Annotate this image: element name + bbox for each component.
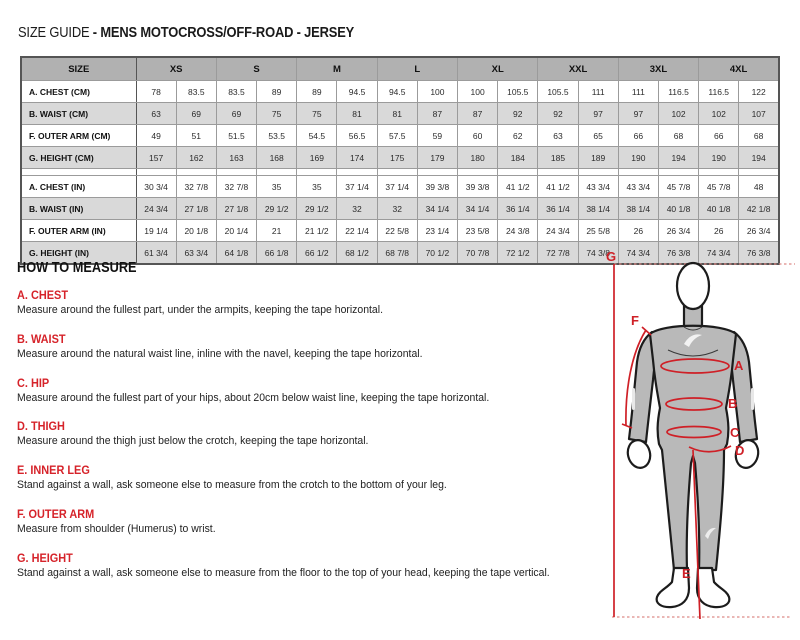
size-value-cell: 105.5: [538, 81, 578, 103]
size-header-xxl: XXL: [538, 57, 618, 81]
size-value-cell: 76 3/8: [739, 242, 779, 265]
table-row: [21, 198, 779, 220]
size-value-cell: 26: [699, 220, 739, 242]
size-value-cell: 75: [297, 103, 337, 125]
size-header-xs: XS: [136, 57, 216, 81]
size-value-cell: 22 5/8: [377, 220, 417, 242]
size-value-cell: 56.5: [337, 125, 377, 147]
size-value-cell: 175: [377, 147, 417, 169]
page-title-main: - MENS MOTOCROSS/OFF-ROAD - JERSEY: [92, 24, 355, 41]
size-value-cell: 26 3/4: [739, 220, 779, 242]
size-value-cell: 20 1/8: [176, 220, 216, 242]
size-value-cell: 63: [136, 103, 176, 125]
size-value-cell: 102: [699, 103, 739, 125]
table-spacer-row: [21, 169, 779, 176]
measure-text: Measure around the fullest part, under the armpits, keeping the tape horizontal.: [17, 304, 383, 316]
size-value-cell: 22 1/4: [337, 220, 377, 242]
size-value-cell: 43 3/4: [618, 176, 658, 198]
size-value-cell: 53.5: [257, 125, 297, 147]
size-value-cell: 116.5: [699, 81, 739, 103]
measure-text: Stand against a wall, ask someone else to measure from the floor to the top of your head, keeping the tape vertical.: [17, 566, 550, 579]
size-value-cell: 69: [216, 103, 256, 125]
size-value-cell: 29 1/2: [297, 198, 337, 220]
size-value-cell: 32: [377, 198, 417, 220]
size-value-cell: 89: [297, 81, 337, 103]
size-value-cell: 59: [417, 125, 457, 147]
table-row: [21, 220, 779, 242]
table-row: [21, 147, 779, 169]
right-foot: [697, 568, 729, 607]
size-value-cell: 168: [257, 147, 297, 169]
row-label: A. CHEST (IN): [21, 176, 136, 198]
size-value-cell: 111: [618, 81, 658, 103]
body-diagram-svg: [598, 248, 798, 638]
size-value-cell: 42 1/8: [739, 198, 779, 220]
size-value-cell: 97: [578, 103, 618, 125]
row-label: G. HEIGHT (IN): [21, 242, 136, 265]
size-value-cell: 100: [458, 81, 498, 103]
table-row: [21, 81, 779, 103]
size-value-cell: 68: [658, 125, 698, 147]
right-sleeve-logo-icon: [751, 388, 754, 410]
size-value-cell: 179: [417, 147, 457, 169]
row-label: F. OUTER ARM (CM): [21, 125, 136, 147]
size-value-cell: 30 3/4: [136, 176, 176, 198]
measure-heading: C. HIP: [17, 377, 50, 390]
size-value-cell: 69: [176, 103, 216, 125]
size-value-cell: 83.5: [216, 81, 256, 103]
size-value-cell: 190: [618, 147, 658, 169]
size-value-cell: 39 3/8: [458, 176, 498, 198]
size-value-cell: 54.5: [297, 125, 337, 147]
size-value-cell: 24 3/8: [498, 220, 538, 242]
measure-heading: A. CHEST: [17, 290, 68, 302]
size-header-xl: XL: [458, 57, 538, 81]
size-value-cell: 63 3/4: [176, 242, 216, 265]
size-value-cell: 97: [618, 103, 658, 125]
measure-heading: F. OUTER ARM: [17, 508, 95, 521]
size-value-cell: 32 7/8: [176, 176, 216, 198]
label-b: B: [728, 396, 738, 411]
size-value-cell: 37 1/4: [337, 176, 377, 198]
size-value-cell: 189: [578, 147, 618, 169]
size-value-cell: 26 3/4: [658, 220, 698, 242]
size-header-s: S: [216, 57, 296, 81]
size-value-cell: 27 1/8: [176, 198, 216, 220]
label-f: F: [631, 313, 639, 328]
size-value-cell: 194: [739, 147, 779, 169]
size-value-cell: 72 7/8: [538, 242, 578, 265]
label-a: A: [734, 358, 744, 373]
size-value-cell: 66: [699, 125, 739, 147]
size-value-cell: 74 3/4: [699, 242, 739, 265]
size-value-cell: 48: [739, 176, 779, 198]
row-label: G. HEIGHT (CM): [21, 147, 136, 169]
left-sleeve-logo-icon: [632, 388, 635, 410]
size-value-cell: 29 1/2: [257, 198, 297, 220]
size-header-3xl: 3XL: [618, 57, 698, 81]
measure-item: [17, 290, 566, 318]
size-value-cell: 35: [297, 176, 337, 198]
size-value-cell: 57.5: [377, 125, 417, 147]
measure-heading: G. HEIGHT: [17, 552, 73, 565]
row-label: F. OUTER ARM (IN): [21, 220, 136, 242]
size-value-cell: 37 1/4: [377, 176, 417, 198]
left-hand: [625, 438, 653, 470]
size-value-cell: 74 3/8: [578, 242, 618, 265]
size-value-cell: 89: [257, 81, 297, 103]
size-value-cell: 51.5: [216, 125, 256, 147]
table-row: [21, 125, 779, 147]
size-value-cell: 41 1/2: [498, 176, 538, 198]
size-value-cell: 38 1/4: [578, 198, 618, 220]
size-table-header-row: [21, 57, 779, 81]
size-value-cell: 102: [658, 103, 698, 125]
size-value-cell: 32: [337, 198, 377, 220]
measure-heading: D. THIGH: [17, 421, 65, 434]
page-title: [18, 24, 354, 41]
size-value-cell: 19 1/4: [136, 220, 176, 242]
table-row: [21, 176, 779, 198]
measure-item: [17, 334, 566, 362]
size-value-cell: 21 1/2: [297, 220, 337, 242]
size-value-cell: 66 1/2: [297, 242, 337, 265]
size-value-cell: 122: [739, 81, 779, 103]
size-value-cell: 51: [176, 125, 216, 147]
size-value-cell: 94.5: [377, 81, 417, 103]
size-value-cell: 66 1/8: [257, 242, 297, 265]
size-value-cell: 65: [578, 125, 618, 147]
label-e: E: [682, 566, 691, 581]
size-value-cell: 174: [337, 147, 377, 169]
measure-text: Measure from shoulder (Humerus) to wrist.: [17, 522, 216, 535]
size-value-cell: 60: [458, 125, 498, 147]
size-value-cell: 92: [498, 103, 538, 125]
size-value-cell: 81: [337, 103, 377, 125]
size-value-cell: 74 3/4: [618, 242, 658, 265]
measure-item: [17, 509, 566, 537]
size-value-cell: 162: [176, 147, 216, 169]
size-value-cell: 45 7/8: [658, 176, 698, 198]
size-value-cell: 72 1/2: [498, 242, 538, 265]
size-value-cell: 190: [699, 147, 739, 169]
size-value-cell: 32 7/8: [216, 176, 256, 198]
size-value-cell: 63: [538, 125, 578, 147]
size-value-cell: 61 3/4: [136, 242, 176, 265]
size-value-cell: 62: [498, 125, 538, 147]
size-value-cell: 169: [297, 147, 337, 169]
size-value-cell: 92: [538, 103, 578, 125]
size-value-cell: 105.5: [498, 81, 538, 103]
size-value-cell: 81: [377, 103, 417, 125]
size-value-cell: 107: [739, 103, 779, 125]
size-value-cell: 23 5/8: [458, 220, 498, 242]
size-value-cell: 49: [136, 125, 176, 147]
size-value-cell: 116.5: [658, 81, 698, 103]
size-value-cell: 27 1/8: [216, 198, 256, 220]
size-value-cell: 87: [458, 103, 498, 125]
size-value-cell: 21: [257, 220, 297, 242]
measure-text: Measure around the natural waist line, inline with the navel, keeping the tape horizontal.: [17, 347, 423, 360]
measure-text: Measure around the fullest part of your hips, about 20cm below waist line, keeping the tape horizontal.: [17, 391, 490, 404]
size-value-cell: 184: [498, 147, 538, 169]
measure-item: [17, 465, 566, 493]
size-value-cell: 20 1/4: [216, 220, 256, 242]
size-column-header: SIZE: [21, 57, 136, 81]
size-value-cell: 41 1/2: [538, 176, 578, 198]
size-value-cell: 94.5: [337, 81, 377, 103]
head: [677, 263, 709, 309]
size-value-cell: 38 1/4: [618, 198, 658, 220]
size-value-cell: 163: [216, 147, 256, 169]
size-table: [20, 56, 780, 265]
size-value-cell: 36 1/4: [538, 198, 578, 220]
size-value-cell: 23 1/4: [417, 220, 457, 242]
size-value-cell: 100: [417, 81, 457, 103]
row-label: A. CHEST (CM): [21, 81, 136, 103]
page-title-prefix: SIZE GUIDE: [18, 24, 90, 41]
size-value-cell: 75: [257, 103, 297, 125]
size-value-cell: 194: [658, 147, 698, 169]
size-header-l: L: [377, 57, 457, 81]
measure-item: [17, 378, 566, 406]
size-value-cell: 83.5: [176, 81, 216, 103]
label-d: D: [735, 443, 745, 458]
size-value-cell: 70 7/8: [458, 242, 498, 265]
size-value-cell: 64 1/8: [216, 242, 256, 265]
size-value-cell: 40 1/8: [658, 198, 698, 220]
size-value-cell: 34 1/4: [458, 198, 498, 220]
measure-list: [17, 290, 595, 580]
size-value-cell: 68: [739, 125, 779, 147]
size-value-cell: 180: [458, 147, 498, 169]
measure-item: [17, 553, 566, 581]
size-value-cell: 24 3/4: [538, 220, 578, 242]
label-c: C: [730, 425, 740, 440]
measure-text: Stand against a wall, ask someone else to measure from the crotch to the bottom of your leg.: [17, 479, 447, 491]
measure-heading: E. INNER LEG: [17, 465, 90, 477]
size-value-cell: 66: [618, 125, 658, 147]
size-value-cell: 25 5/8: [578, 220, 618, 242]
size-value-cell: 26: [618, 220, 658, 242]
row-label: B. WAIST (CM): [21, 103, 136, 125]
measure-text: Measure around the thigh just below the crotch, keeping the tape horizontal.: [17, 435, 369, 448]
size-value-cell: 78: [136, 81, 176, 103]
measure-item: [17, 421, 566, 449]
size-value-cell: 24 3/4: [136, 198, 176, 220]
size-value-cell: 40 1/8: [699, 198, 739, 220]
body-diagram: [598, 248, 798, 638]
size-value-cell: 68 1/2: [337, 242, 377, 265]
size-value-cell: 87: [417, 103, 457, 125]
size-value-cell: 76 3/8: [658, 242, 698, 265]
size-value-cell: 43 3/4: [578, 176, 618, 198]
size-value-cell: 45 7/8: [699, 176, 739, 198]
size-header-m: M: [297, 57, 377, 81]
label-g: G: [606, 249, 617, 264]
size-value-cell: 111: [578, 81, 618, 103]
table-row: [21, 103, 779, 125]
size-value-cell: 39 3/8: [417, 176, 457, 198]
size-value-cell: 36 1/4: [498, 198, 538, 220]
measure-section: [17, 260, 595, 596]
measure-heading: B. WAIST: [17, 333, 66, 346]
size-header-4xl: 4XL: [699, 57, 779, 81]
size-value-cell: 157: [136, 147, 176, 169]
size-value-cell: 70 1/2: [417, 242, 457, 265]
size-value-cell: 68 7/8: [377, 242, 417, 265]
size-value-cell: 185: [538, 147, 578, 169]
measure-section-title: HOW TO MEASURE: [17, 260, 137, 276]
size-value-cell: 34 1/4: [417, 198, 457, 220]
row-label: B. WAIST (IN): [21, 198, 136, 220]
size-value-cell: 35: [257, 176, 297, 198]
